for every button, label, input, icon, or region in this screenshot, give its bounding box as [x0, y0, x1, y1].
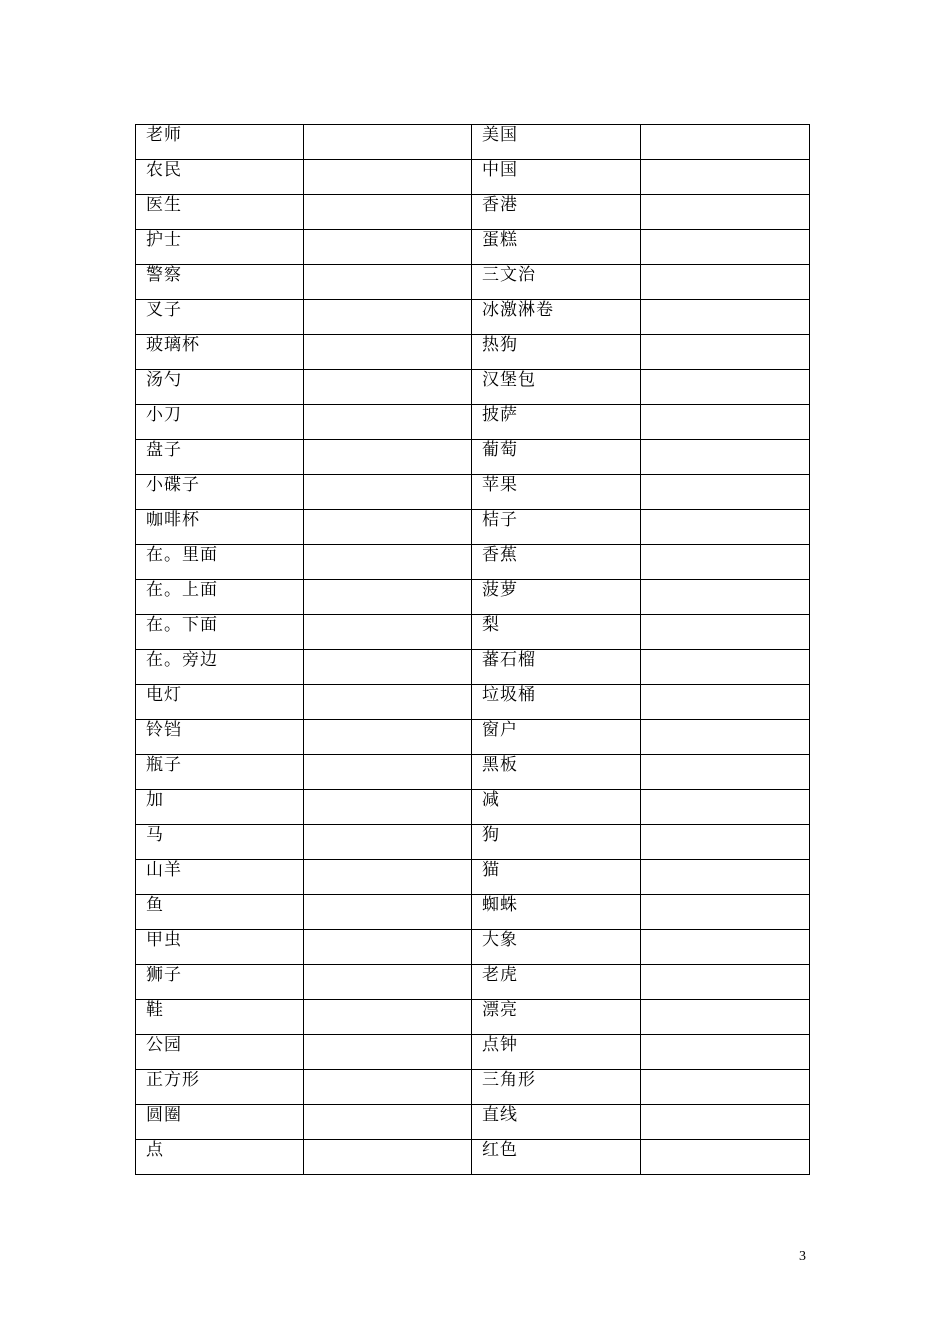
blank-cell-right	[641, 405, 810, 440]
blank-cell-right	[641, 650, 810, 685]
blank-cell-left	[304, 860, 472, 895]
blank-cell-left	[304, 160, 472, 195]
table-row	[136, 580, 810, 615]
blank-cell-left	[304, 510, 472, 545]
blank-cell-left	[304, 370, 472, 405]
word-cell-left: 点	[136, 1140, 304, 1175]
word-cell-right: 菠萝	[472, 580, 641, 615]
table-row	[136, 160, 810, 195]
blank-cell-left	[304, 195, 472, 230]
word-cell-left: 正方形	[136, 1070, 304, 1105]
word-cell-right: 三文治	[472, 265, 641, 300]
blank-cell-right	[641, 860, 810, 895]
word-cell-left: 小刀	[136, 405, 304, 440]
word-cell-left: 加	[136, 790, 304, 825]
word-cell-right: 黑板	[472, 755, 641, 790]
word-cell-right: 桔子	[472, 510, 641, 545]
blank-cell-left	[304, 335, 472, 370]
word-cell-left: 警察	[136, 265, 304, 300]
word-cell-right: 冰激淋卷	[472, 300, 641, 335]
table-row	[136, 300, 810, 335]
blank-cell-right	[641, 195, 810, 230]
blank-cell-right	[641, 335, 810, 370]
vocabulary-table-body	[136, 125, 810, 1175]
table-row	[136, 1000, 810, 1035]
blank-cell-left	[304, 965, 472, 1000]
blank-cell-left	[304, 300, 472, 335]
word-cell-left: 瓶子	[136, 755, 304, 790]
blank-cell-right	[641, 1070, 810, 1105]
word-cell-right: 葡萄	[472, 440, 641, 475]
blank-cell-right	[641, 160, 810, 195]
table-row	[136, 545, 810, 580]
page-number: 3	[799, 1249, 806, 1264]
blank-cell-right	[641, 965, 810, 1000]
word-cell-left: 马	[136, 825, 304, 860]
word-cell-right: 美国	[472, 125, 641, 160]
blank-cell-right	[641, 265, 810, 300]
blank-cell-right	[641, 580, 810, 615]
blank-cell-left	[304, 230, 472, 265]
word-cell-left: 盘子	[136, 440, 304, 475]
blank-cell-right	[641, 1105, 810, 1140]
word-cell-left: 电灯	[136, 685, 304, 720]
word-cell-right: 热狗	[472, 335, 641, 370]
blank-cell-left	[304, 755, 472, 790]
word-cell-left: 老师	[136, 125, 304, 160]
word-cell-right: 梨	[472, 615, 641, 650]
word-cell-left: 在。旁边	[136, 650, 304, 685]
table-row	[136, 755, 810, 790]
word-cell-right: 蜘蛛	[472, 895, 641, 930]
blank-cell-right	[641, 685, 810, 720]
table-row	[136, 195, 810, 230]
word-cell-left: 护士	[136, 230, 304, 265]
word-cell-left: 鞋	[136, 1000, 304, 1035]
blank-cell-left	[304, 685, 472, 720]
blank-cell-right	[641, 1035, 810, 1070]
word-cell-right: 三角形	[472, 1070, 641, 1105]
word-cell-right: 披萨	[472, 405, 641, 440]
blank-cell-left	[304, 545, 472, 580]
word-cell-right: 漂亮	[472, 1000, 641, 1035]
table-row	[136, 405, 810, 440]
word-cell-right: 点钟	[472, 1035, 641, 1070]
word-cell-right: 红色	[472, 1140, 641, 1175]
table-row	[136, 860, 810, 895]
blank-cell-right	[641, 930, 810, 965]
word-cell-right: 直线	[472, 1105, 641, 1140]
table-row	[136, 335, 810, 370]
blank-cell-left	[304, 440, 472, 475]
table-row	[136, 1105, 810, 1140]
blank-cell-right	[641, 230, 810, 265]
word-cell-left: 玻璃杯	[136, 335, 304, 370]
word-cell-left: 甲虫	[136, 930, 304, 965]
blank-cell-right	[641, 125, 810, 160]
blank-cell-left	[304, 930, 472, 965]
blank-cell-right	[641, 300, 810, 335]
word-cell-right: 狗	[472, 825, 641, 860]
table-row	[136, 440, 810, 475]
word-cell-left: 叉子	[136, 300, 304, 335]
blank-cell-left	[304, 720, 472, 755]
blank-cell-right	[641, 755, 810, 790]
table-row	[136, 125, 810, 160]
blank-cell-right	[641, 1140, 810, 1175]
table-row	[136, 930, 810, 965]
word-cell-right: 猫	[472, 860, 641, 895]
word-cell-right: 苹果	[472, 475, 641, 510]
blank-cell-right	[641, 895, 810, 930]
blank-cell-right	[641, 510, 810, 545]
word-cell-right: 大象	[472, 930, 641, 965]
table-row	[136, 895, 810, 930]
table-row	[136, 370, 810, 405]
word-cell-left: 汤勺	[136, 370, 304, 405]
blank-cell-left	[304, 1000, 472, 1035]
word-cell-left: 咖啡杯	[136, 510, 304, 545]
word-cell-right: 蛋糕	[472, 230, 641, 265]
blank-cell-right	[641, 440, 810, 475]
table-row	[136, 685, 810, 720]
vocabulary-table	[135, 124, 810, 1175]
word-cell-right: 中国	[472, 160, 641, 195]
word-cell-left: 铃铛	[136, 720, 304, 755]
blank-cell-left	[304, 1070, 472, 1105]
table-row	[136, 475, 810, 510]
blank-cell-left	[304, 615, 472, 650]
word-cell-right: 窗户	[472, 720, 641, 755]
word-cell-left: 在。上面	[136, 580, 304, 615]
blank-cell-left	[304, 1105, 472, 1140]
table-row	[136, 720, 810, 755]
word-cell-left: 医生	[136, 195, 304, 230]
blank-cell-left	[304, 1035, 472, 1070]
blank-cell-right	[641, 615, 810, 650]
blank-cell-right	[641, 790, 810, 825]
table-row	[136, 1070, 810, 1105]
table-row	[136, 1140, 810, 1175]
blank-cell-left	[304, 475, 472, 510]
word-cell-right: 香蕉	[472, 545, 641, 580]
word-cell-left: 在。里面	[136, 545, 304, 580]
word-cell-right: 汉堡包	[472, 370, 641, 405]
table-row	[136, 230, 810, 265]
blank-cell-left	[304, 405, 472, 440]
blank-cell-right	[641, 475, 810, 510]
table-row	[136, 510, 810, 545]
blank-cell-right	[641, 825, 810, 860]
word-cell-left: 小碟子	[136, 475, 304, 510]
word-cell-right: 垃圾桶	[472, 685, 641, 720]
blank-cell-left	[304, 825, 472, 860]
word-cell-right: 减	[472, 790, 641, 825]
word-cell-right: 蕃石榴	[472, 650, 641, 685]
blank-cell-right	[641, 1000, 810, 1035]
word-cell-left: 狮子	[136, 965, 304, 1000]
blank-cell-left	[304, 650, 472, 685]
blank-cell-left	[304, 790, 472, 825]
word-cell-right: 老虎	[472, 965, 641, 1000]
table-row	[136, 825, 810, 860]
word-cell-right: 香港	[472, 195, 641, 230]
word-cell-left: 山羊	[136, 860, 304, 895]
word-cell-left: 在。下面	[136, 615, 304, 650]
word-cell-left: 农民	[136, 160, 304, 195]
table-row	[136, 965, 810, 1000]
word-cell-left: 鱼	[136, 895, 304, 930]
table-row	[136, 650, 810, 685]
table-row	[136, 615, 810, 650]
blank-cell-left	[304, 1140, 472, 1175]
blank-cell-left	[304, 895, 472, 930]
blank-cell-left	[304, 265, 472, 300]
blank-cell-right	[641, 370, 810, 405]
table-row	[136, 790, 810, 825]
blank-cell-left	[304, 580, 472, 615]
word-cell-left: 公园	[136, 1035, 304, 1070]
table-row	[136, 265, 810, 300]
blank-cell-right	[641, 545, 810, 580]
blank-cell-right	[641, 720, 810, 755]
table-row	[136, 1035, 810, 1070]
blank-cell-left	[304, 125, 472, 160]
word-cell-left: 圆圈	[136, 1105, 304, 1140]
